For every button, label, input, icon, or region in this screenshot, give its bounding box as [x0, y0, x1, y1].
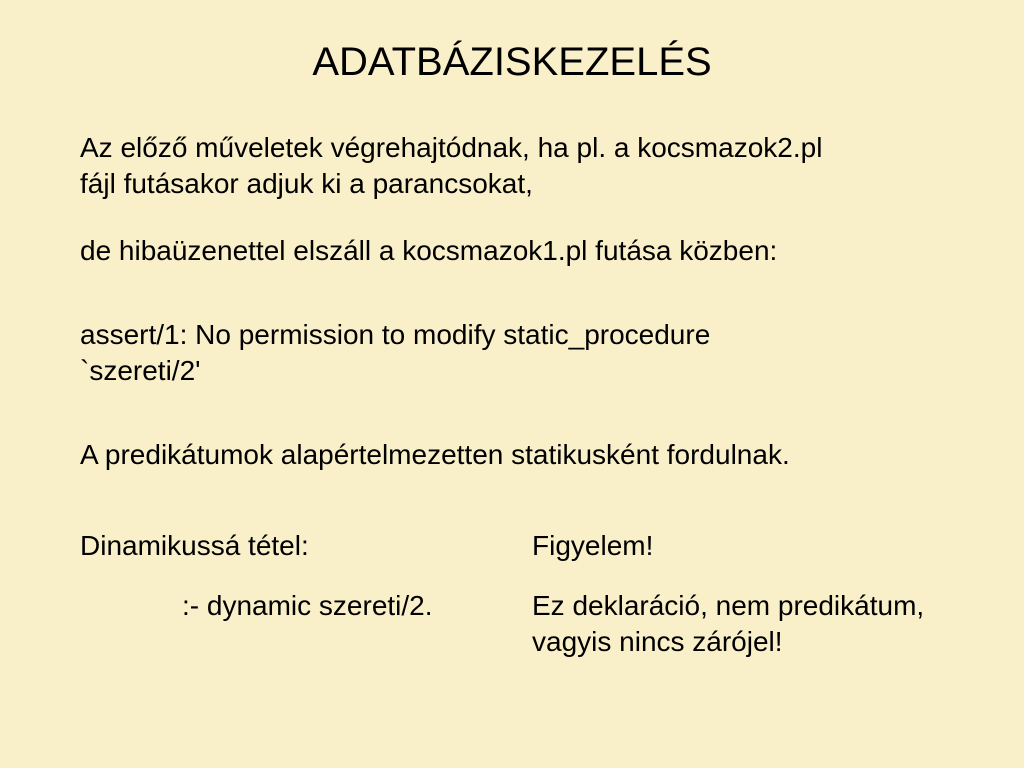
intro-line-2: fájl futásakor adjuk ki a parancsokat,: [80, 168, 533, 199]
static-statement: A predikátumok alapértelmezetten statikusként fordulnak.: [80, 439, 790, 470]
intro-paragraph: [80, 130, 822, 202]
note-body: [532, 588, 924, 660]
dynamic-label: Dinamikussá tétel:: [80, 530, 309, 561]
error-line-1: assert/1: No permission to modify static_procedure: [80, 319, 711, 350]
dynamic-directive: :- dynamic szereti/2.: [182, 590, 433, 621]
error-line-2: `szereti/2': [80, 355, 201, 386]
note-line-1: Ez deklaráció, nem predikátum,: [532, 590, 925, 621]
intro-line-1: Az előző műveletek végrehajtódnak, ha pl. a kocsmazok2.pl: [80, 132, 823, 163]
note-title: Figyelem!: [532, 530, 654, 561]
note-line-2: vagyis nincs zárójel!: [532, 626, 783, 657]
error-message: [80, 317, 710, 389]
slide-title: ADATBÁZISKEZELÉS: [312, 40, 712, 84]
error-intro: de hibaüzenettel elszáll a kocsmazok1.pl futása közben:: [80, 235, 778, 266]
